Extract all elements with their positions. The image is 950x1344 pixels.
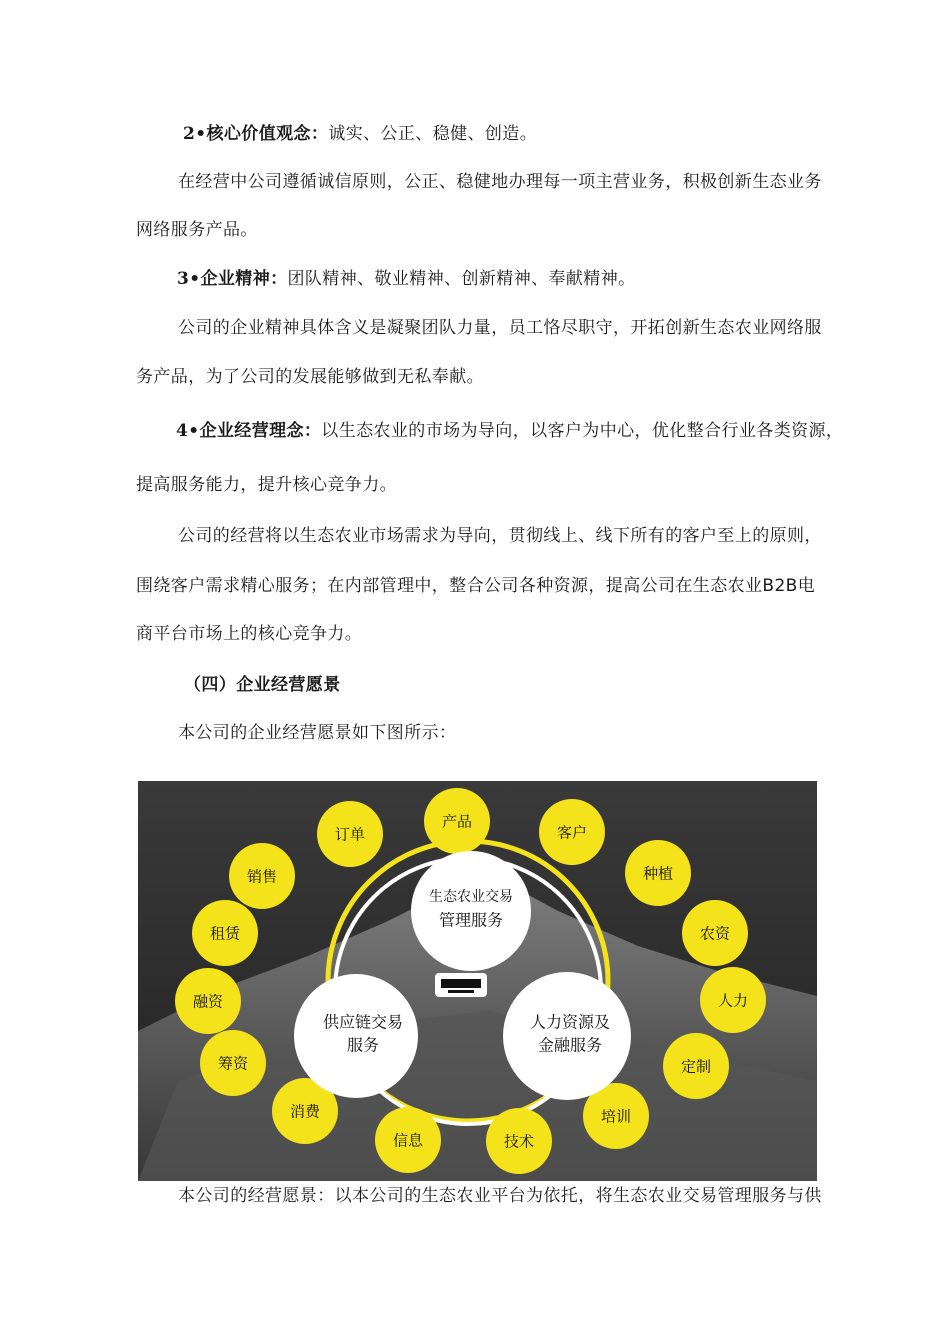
vision-statement: 本公司的经营愿景：以本公司的生态农业平台为依托，将生态农业交易管理服务与供 — [178, 1186, 822, 1206]
vision-diagram-svg — [138, 781, 817, 1181]
philosophy-line — [176, 419, 843, 443]
philosophy-heading: 4•企业经营理念： — [176, 421, 322, 441]
ring-node-label: 农资 — [699, 924, 731, 943]
center-right-line1: 人力资源及 — [529, 1012, 611, 1032]
center-left-line2: 服务 — [346, 1035, 380, 1055]
core-values-text: 诚实、公正、稳健、创造。 — [328, 124, 538, 144]
core-values-desc-line1: 在经营中公司遵循诚信原则，公正、稳健地办理每一项主营业务，积极创新生态业务 — [178, 172, 822, 192]
philosophy-desc-line2-a: 围绕客户需求精心服务；在内部管理中，整合公司各种资源，提高公司在生态农业 — [136, 576, 763, 596]
ring-node-label: 人力 — [717, 991, 749, 1010]
vision-diagram — [138, 781, 817, 1181]
center-service-right — [503, 972, 631, 1100]
ring-node-label: 消费 — [289, 1102, 321, 1121]
center-top-line2: 管理服务 — [438, 910, 504, 930]
center-service-top — [411, 851, 531, 971]
center-service-left — [294, 974, 418, 1098]
center-left-line1: 供应链交易 — [322, 1012, 404, 1032]
core-values-line — [183, 122, 537, 146]
ring-node-label: 产品 — [441, 812, 473, 831]
center-right-line2: 金融服务 — [537, 1035, 603, 1055]
ring-node-label: 信息 — [392, 1131, 424, 1150]
platform-icon — [435, 973, 487, 997]
platform-icon-screen — [441, 979, 481, 988]
philosophy-desc-line2-b: B2B — [762, 576, 798, 596]
philosophy-desc-line2 — [136, 574, 815, 598]
ring-node-label: 销售 — [246, 867, 278, 886]
philosophy-text-line2: 提高服务能力，提升核心竞争力。 — [136, 475, 397, 495]
ring-node-label: 融资 — [192, 992, 224, 1011]
ring-node-label: 客户 — [556, 823, 588, 842]
spirit-line — [177, 267, 636, 291]
ring-node-label: 租赁 — [209, 924, 241, 943]
spirit-desc-line2: 务产品，为了公司的发展能够做到无私奉献。 — [136, 367, 484, 387]
ring-node-label: 种植 — [642, 864, 674, 883]
center-top-line1: 生态农业交易 — [429, 889, 513, 905]
platform-icon-stand — [448, 990, 474, 993]
philosophy-desc-line2-c: 电 — [797, 576, 816, 596]
ring-node-label: 定制 — [680, 1057, 712, 1076]
vision-heading: （四）企业经营愿景 — [184, 675, 341, 695]
philosophy-text-line1: 以生态农业的市场为导向，以客户为中心，优化整合行业各类资源， — [321, 421, 844, 441]
core-values-heading: 2•核心价值观念： — [183, 124, 329, 144]
philosophy-desc-line1: 公司的经营将以生态农业市场需求为导向，贯彻线上、线下所有的客户至上的原则， — [178, 526, 822, 546]
philosophy-desc-line3: 商平台市场上的核心竞争力。 — [136, 624, 363, 644]
core-values-desc-line2: 网络服务产品。 — [136, 220, 258, 240]
ring-node-label: 订单 — [334, 825, 366, 844]
spirit-desc-line1: 公司的企业精神具体含义是凝聚团队力量，员工恪尽职守，开拓创新生态农业网络服 — [178, 318, 822, 338]
vision-intro: 本公司的企业经营愿景如下图所示： — [178, 723, 457, 743]
ring-node-label: 筹资 — [217, 1054, 249, 1073]
spirit-heading: 3•企业精神： — [177, 269, 288, 289]
ring-node-label: 培训 — [600, 1107, 632, 1126]
ring-node-label: 技术 — [503, 1132, 535, 1151]
spirit-text: 团队精神、敬业精神、创新精神、奉献精神。 — [287, 269, 636, 289]
